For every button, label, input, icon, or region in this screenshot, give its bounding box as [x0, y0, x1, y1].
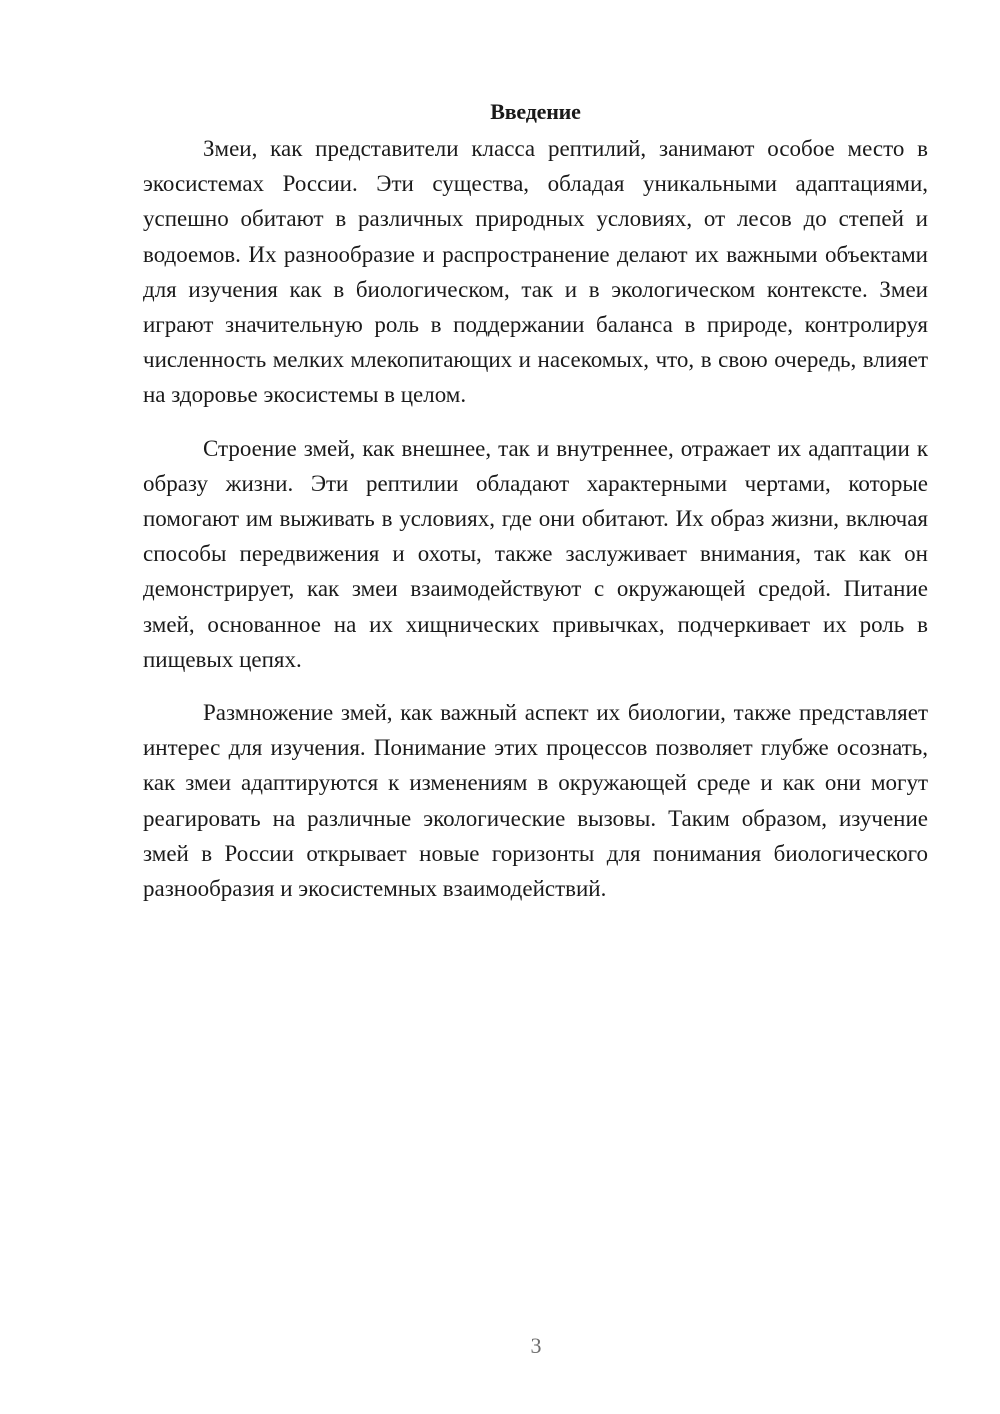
page-content [143, 97, 928, 924]
paragraph-3: Размножение змей, как важный аспект их биологии, также представляет интерес для изучения. Понимание этих процессов позволяет глубже осознать, как змеи адаптируются к изменениям в окружающей среде и как они могут реагировать на различные экологические вызовы. Таким образом, изучение змей в России открывает новые горизонты для понимания биологического разнообразия и экосистемных взаимодействий. [143, 700, 928, 902]
section-heading: Введение [490, 99, 581, 124]
paragraph-1: Змеи, как представители класса рептилий, занимают особое место в экосистемах России. Эти существа, обладая уникальными адаптациями, успешно обитают в различных природных условиях, от лесов до степей и водоемов. Их разнообразие и распространение делают их важными объектами для изучения как в биологическом, так и в экологическом контексте. Змеи играют значительную роль в поддержании баланса в природе, контролируя численность мелких млекопитающих и насекомых, что, в свою очередь, влияет на здоровье экосистемы в целом. [143, 136, 928, 408]
page-number: 3 [530, 1333, 542, 1358]
paragraph-2: Строение змей, как внешнее, так и внутреннее, отражает их адаптации к образу жизни. Эти рептилии обладают характерными чертами, которые помогают им выживать в условиях, где они обитают. Их образ жизни, включая способы передвижения и охоты, также заслуживает внимания, так как он демонстрирует, как змеи взаимодействуют с окружающей средой. Питание змей, основанное на их хищнических привычках, подчеркивает их роль в пищевых цепях. [143, 435, 928, 672]
